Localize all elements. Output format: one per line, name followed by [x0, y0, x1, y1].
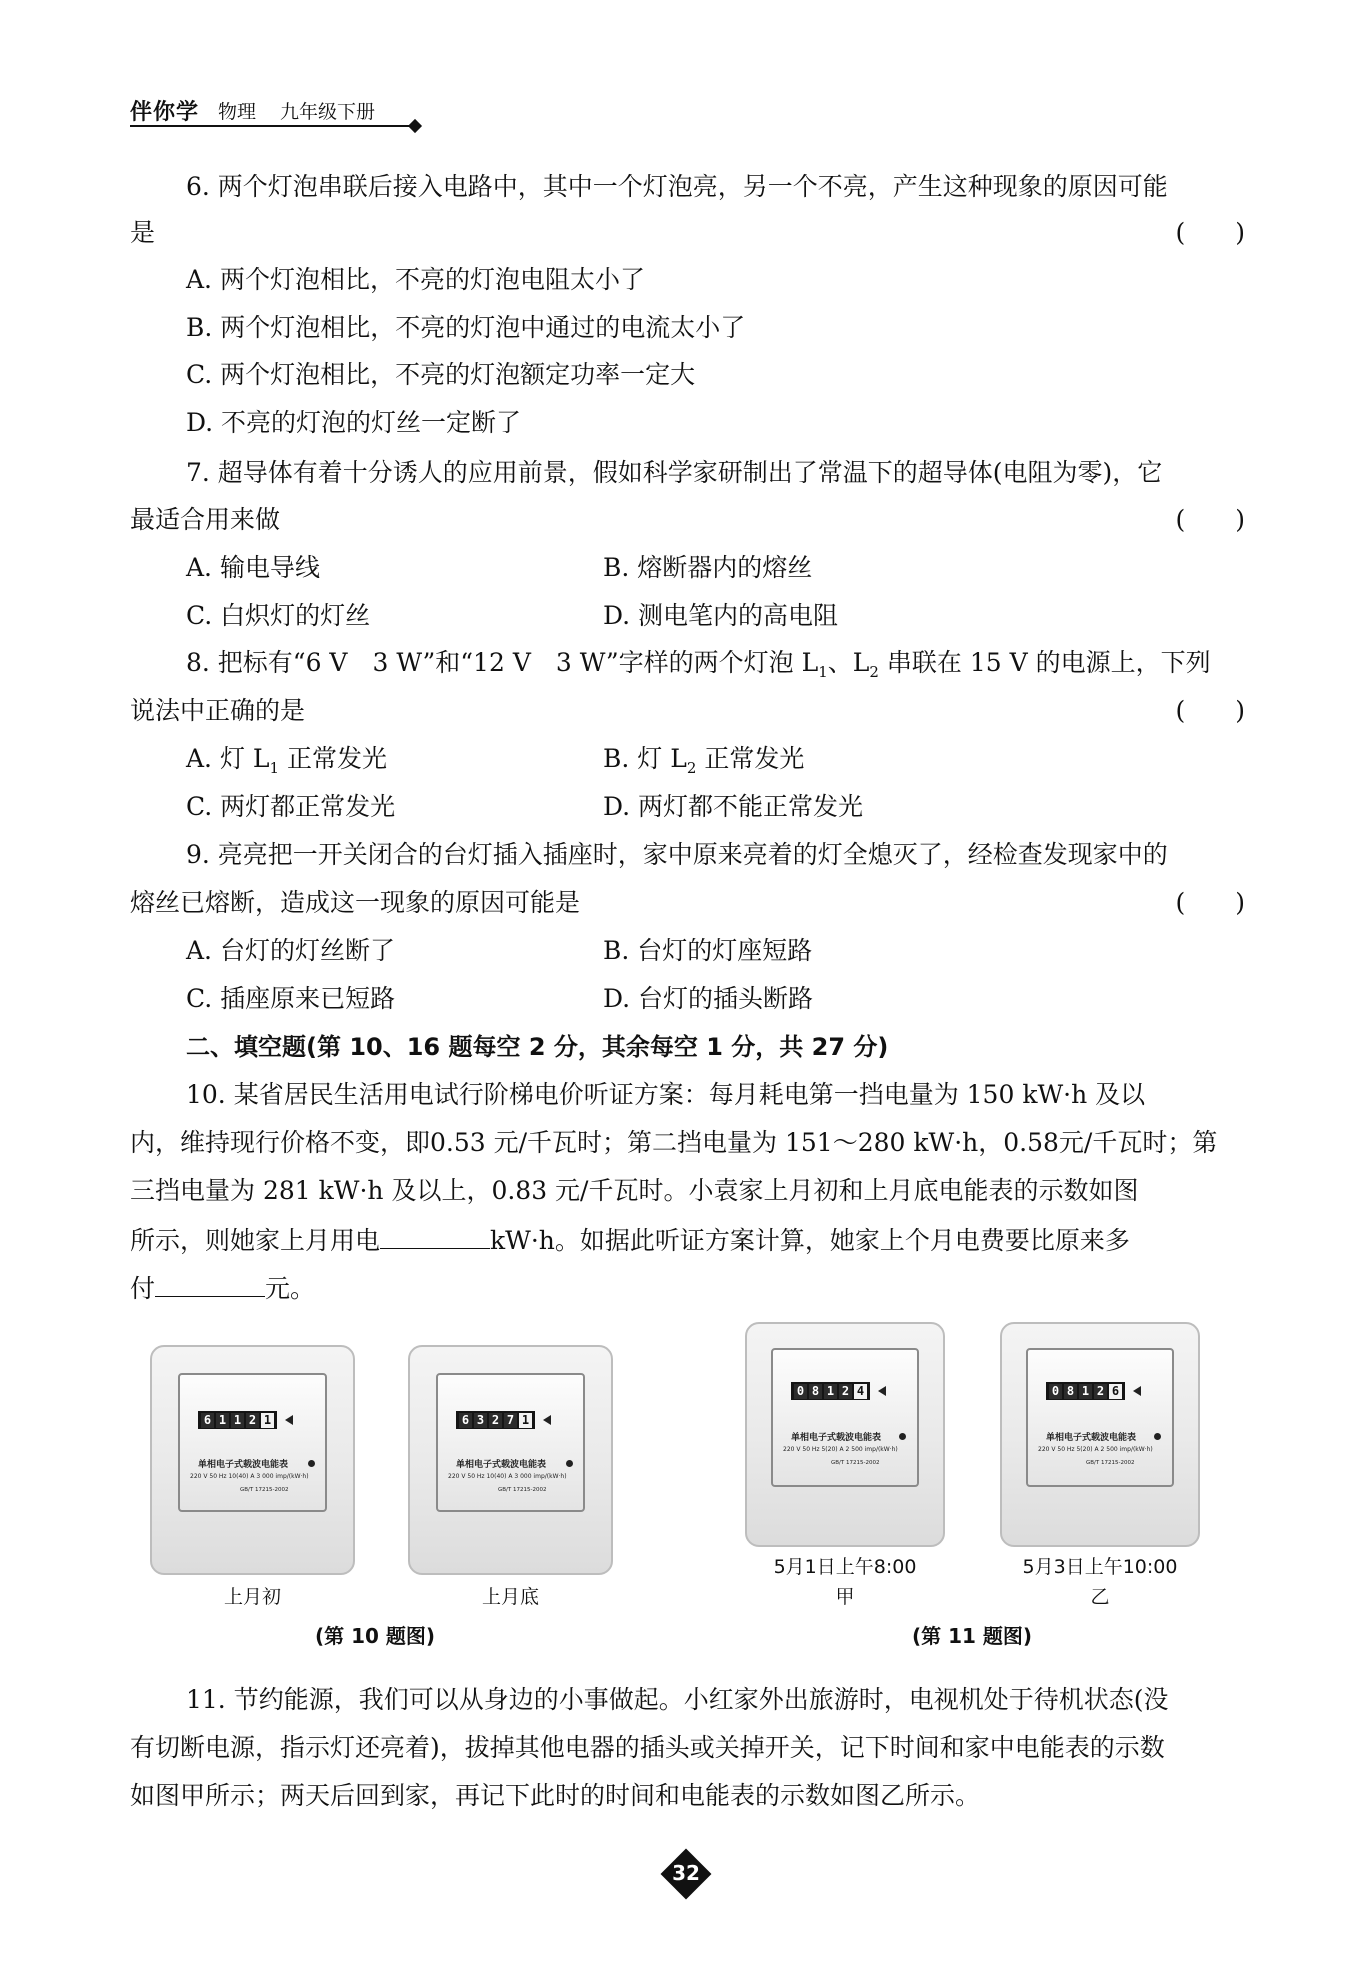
meter-spec: 220 V 50 Hz 10(40) A 3 000 imp/(kW·h): [448, 1473, 567, 1480]
figure-caption-q11: (第 11 题图): [912, 1624, 1033, 1648]
q8-option-b: [603, 744, 1203, 783]
meter-standard: GB/T 17215-2002: [240, 1487, 289, 1493]
meter-led-icon: [899, 1433, 906, 1440]
q6-stem-line2: [130, 218, 1245, 248]
meter-window: [436, 1373, 585, 1512]
meter-time-b: [1000, 1322, 1200, 1547]
q8-stem-line1: [186, 648, 1245, 687]
meter-digit: 8: [1064, 1384, 1077, 1399]
meter-digit: 1: [261, 1413, 274, 1428]
q8-option-b-pre: B. 灯 L: [603, 744, 687, 773]
meter-caption: 上月底: [481, 1586, 539, 1608]
q8-option-d: D. 两灯都不能正常发光: [603, 792, 864, 821]
q10-stem-line5: [130, 1272, 1245, 1304]
meter-time-label: 5月1日上午8:00: [773, 1556, 917, 1578]
q7-option-d: D. 测电笔内的高电阻: [603, 601, 839, 630]
meter-digit: 1: [231, 1413, 244, 1428]
section-heading-fill-in: 二、填空题(第 10、16 题每空 2 分，其余每空 1 分，共 27 分): [186, 1033, 889, 1061]
meter-digit: 1: [824, 1384, 837, 1399]
q11-stem-line2: 有切断电源，指示灯还亮着)，拔掉其他电器的插头或关掉开关，记下时间和家中电能表的示数: [130, 1733, 1165, 1762]
page-number: 32: [672, 1861, 700, 1885]
q6-option-b: B. 两个灯泡相比，不亮的灯泡中通过的电流太小了: [186, 313, 746, 342]
page-number-badge: [660, 1848, 712, 1900]
meter-time-label: 5月3日上午10:00: [1022, 1556, 1178, 1578]
header-rule: [130, 125, 413, 127]
q8-stem-part3: 串联在 15 V 的电源上，下列: [878, 648, 1211, 677]
meter-spec: 220 V 50 Hz 5(20) A 2 500 imp/(kW·h): [783, 1446, 898, 1453]
meter-title: 单相电子式载波电能表: [198, 1460, 289, 1470]
meter-standard: GB/T 17215-2002: [831, 1460, 880, 1466]
meter-window: [178, 1373, 327, 1512]
meter-digit: 2: [246, 1413, 259, 1428]
meter-caption: 上月初: [223, 1586, 281, 1608]
meter-spec: 220 V 50 Hz 10(40) A 3 000 imp/(kW·h): [190, 1473, 309, 1480]
meter-window: [1026, 1348, 1174, 1487]
q8-option-a-sub: 1: [269, 759, 280, 777]
meter-title: 单相电子式载波电能表: [456, 1460, 547, 1470]
q6-stem-line2-text: 是: [130, 218, 156, 247]
meter-digit: 0: [1049, 1384, 1062, 1399]
header-grade: 九年级下册: [280, 101, 376, 123]
q8-stem-part1: 8. 把标有“6 V 3 W”和“12 V 3 W”字样的两个灯泡 L: [186, 648, 819, 677]
meter-digit: 7: [504, 1413, 517, 1428]
meter-led-icon: [308, 1460, 315, 1467]
meter-digit: 2: [489, 1413, 502, 1428]
q10-stem-line4: [130, 1224, 1245, 1256]
q10-line5-part2: 元。: [265, 1274, 316, 1303]
meter-arrow-icon: [543, 1415, 551, 1425]
meter-arrow-icon: [285, 1415, 293, 1425]
q7-option-a: A. 输电导线: [186, 553, 320, 582]
q8-stem-line2-text: 说法中正确的是: [130, 696, 306, 725]
q8-stem-part2: 、L: [827, 648, 870, 677]
meter-counter: [791, 1382, 870, 1400]
q8-option-c: C. 两灯都正常发光: [186, 792, 396, 821]
q7-stem-line2: [130, 505, 1245, 535]
q9-option-d: D. 台灯的插头断路: [603, 984, 814, 1013]
q9-answer-paren: ( ): [1175, 888, 1245, 917]
q9-stem-line1: 9. 亮亮把一开关闭合的台灯插入插座时，家中原来亮着的灯全熄灭了，经检查发现家中的: [186, 840, 1168, 869]
q9-option-a: A. 台灯的灯丝断了: [186, 936, 395, 965]
q6-option-d: D. 不亮的灯泡的灯丝一定断了: [186, 408, 522, 437]
meter-digit: 1: [216, 1413, 229, 1428]
meter-title: 单相电子式载波电能表: [791, 1433, 882, 1443]
header-diamond-icon: [408, 119, 422, 133]
meter-spec: 220 V 50 Hz 5(20) A 2 500 imp/(kW·h): [1038, 1446, 1153, 1453]
q9-stem-line2-text: 熔丝已熔断，造成这一现象的原因可能是: [130, 888, 581, 917]
q6-stem-line1: 6. 两个灯泡串联后接入电路中，其中一个灯泡亮，另一个不亮，产生这种现象的原因可能: [186, 172, 1168, 201]
meter-time-a: [745, 1322, 945, 1547]
q7-option-b: B. 熔断器内的熔丝: [603, 553, 813, 582]
meter-digit: 6: [201, 1413, 214, 1428]
meter-title: 单相电子式载波电能表: [1046, 1433, 1137, 1443]
meter-digit: 4: [854, 1384, 867, 1399]
q8-answer-paren: ( ): [1175, 696, 1245, 725]
meter-arrow-icon: [878, 1386, 886, 1396]
q6-option-a: A. 两个灯泡相比，不亮的灯泡电阻太小了: [186, 265, 645, 294]
meter-caption: 乙: [1090, 1586, 1110, 1608]
meter-digit: 8: [809, 1384, 822, 1399]
header-brand: 伴你学: [130, 100, 200, 125]
q7-option-c: C. 白炽灯的灯丝: [186, 601, 371, 630]
q7-stem-line2-text: 最适合用来做: [130, 505, 281, 534]
meter-digit: 2: [1094, 1384, 1107, 1399]
q8-sub-1: 1: [818, 663, 828, 681]
meter-digit: 0: [794, 1384, 807, 1399]
meter-digit: 2: [839, 1384, 852, 1399]
q10-line4-part2: kW·h。如据此听证方案计算，她家上个月电费要比原来多: [490, 1226, 1130, 1255]
q8-stem-line2: [130, 696, 1245, 726]
q10-stem-line2: 内，维持现行价格不变，即0.53 元/千瓦时；第二挡电量为 151～280 kW·h，0.58元/千瓦时；第: [130, 1128, 1218, 1157]
q8-option-b-post: 正常发光: [696, 744, 805, 773]
meter-digit: 1: [519, 1413, 532, 1428]
q11-stem-line3: 如图甲所示；两天后回到家，再记下此时的时间和电能表的示数如图乙所示。: [130, 1781, 981, 1810]
meter-digit: 3: [474, 1413, 487, 1428]
meter-led-icon: [1154, 1433, 1161, 1440]
q8-sub-2: 2: [869, 663, 879, 681]
q9-option-c: C. 插座原来已短路: [186, 984, 396, 1013]
meter-standard: GB/T 17215-2002: [498, 1487, 547, 1493]
q10-stem-line3: 三挡电量为 281 kW·h 及以上，0.83 元/千瓦时。小袁家上月初和上月底电能表的示数如图: [130, 1176, 1139, 1205]
meter-led-icon: [566, 1460, 573, 1467]
q10-stem-line1: 10. 某省居民生活用电试行阶梯电价听证方案：每月耗电第一挡电量为 150 kW·h 及以: [186, 1080, 1146, 1109]
q10-line4-part1: 所示，则她家上月用电: [130, 1226, 381, 1255]
meter-arrow-icon: [1133, 1386, 1141, 1396]
q8-option-b-sub: 2: [686, 759, 697, 777]
meter-counter: [198, 1411, 277, 1429]
meter-digit: 6: [1109, 1384, 1122, 1399]
meter-counter: [456, 1411, 535, 1429]
q11-stem-line1: 11. 节约能源，我们可以从身边的小事做起。小红家外出旅游时，电视机处于待机状态(没: [186, 1685, 1169, 1714]
meter-start-of-month: [150, 1345, 355, 1575]
meter-caption: 甲: [835, 1586, 855, 1608]
q9-stem-line2: [130, 888, 1245, 918]
figure-caption-q10: (第 10 题图): [315, 1624, 436, 1648]
meter-standard: GB/T 17215-2002: [1086, 1460, 1135, 1466]
meter-window: [771, 1348, 919, 1487]
q6-option-c: C. 两个灯泡相比，不亮的灯泡额定功率一定大: [186, 360, 696, 389]
q7-stem-line1: 7. 超导体有着十分诱人的应用前景，假如科学家研制出了常温下的超导体(电阻为零)，它: [186, 458, 1163, 487]
q7-answer-paren: ( ): [1175, 505, 1245, 534]
q10-blank-1[interactable]: [380, 1224, 490, 1249]
meter-digit: 1: [1079, 1384, 1092, 1399]
q6-answer-paren: ( ): [1175, 218, 1245, 247]
header-subject: 物理: [218, 101, 257, 123]
page-header: [130, 95, 420, 135]
meter-end-of-month: [408, 1345, 613, 1575]
meter-digit: 6: [459, 1413, 472, 1428]
q10-blank-2[interactable]: [155, 1272, 265, 1297]
q10-line5-part1: 付: [130, 1274, 156, 1303]
q8-option-a-post: 正常发光: [279, 744, 387, 773]
q9-option-b: B. 台灯的灯座短路: [603, 936, 813, 965]
q8-option-a-pre: A. 灯 L: [186, 744, 270, 773]
meter-counter: [1046, 1382, 1125, 1400]
